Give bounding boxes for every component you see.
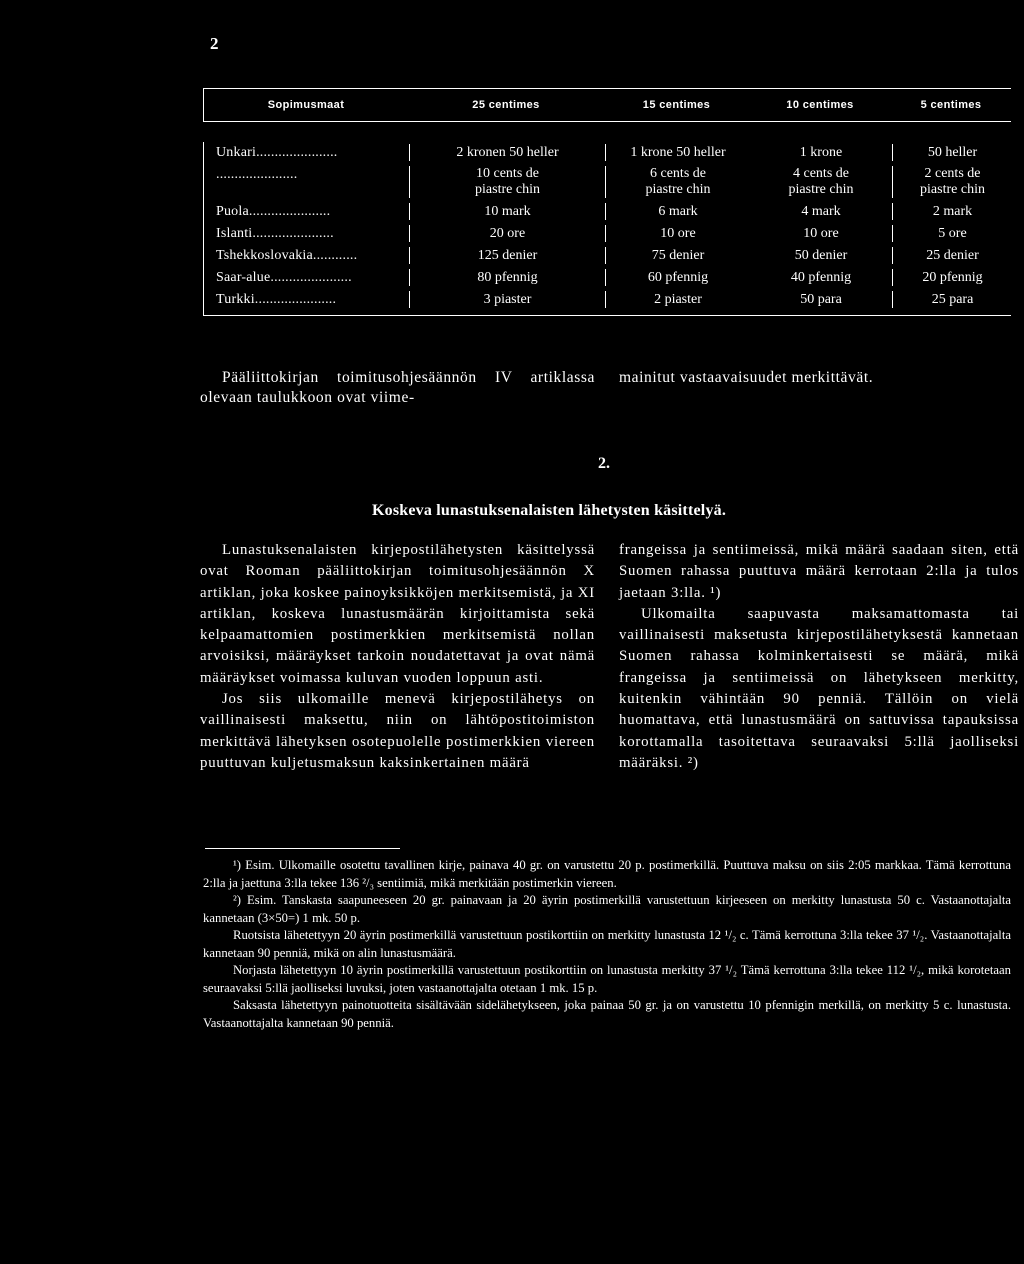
country-cell: Turkki......................	[216, 292, 337, 307]
rate-cell: 10 cents de piastre chin	[409, 166, 605, 198]
footnote: Ruotsista lähetettyyn 20 äyrin postimerkillä varustettuun postikorttiin on merkitty lunastusta 12 ¹/₂ c. Tämä kerrottuna 3:lla tekee 37 ¹/₂. Vastaanottajalta kannetaan 90 penniä, mikä on alin lunastusmäärä.	[203, 928, 1011, 960]
footnote: Norjasta lähetettyyn 10 äyrin postimerkillä varustettuun postikorttiin on lunastusta merkitty 37 ¹/₂ Tämä kerrottuna 3:lla tekee 112 ¹/₂, mikä korotetaan seuraavaksi 5:llä jaolliseksi luvuksi, joten vastaanottajalta otetaan 1 mk. 15 p.	[203, 963, 1011, 995]
rate-cell: 75 denier	[605, 247, 750, 264]
rate-cell: 2 cents de piastre chin	[892, 166, 1012, 198]
table-row	[204, 164, 1011, 201]
table-row	[204, 245, 1011, 267]
intro-right-text: mainitut vastaavaisuudet merkittävät.	[619, 369, 874, 386]
footnote: ²) Esim. Tanskasta saapuneeseen 20 gr. painavaan ja 20 äyrin postimerkillä varustettuun kirjeeseen on merkitty lunastusta 50 c. Vastaanottajalta kannetaan (3×50=) 1 mk. 50 p.	[203, 893, 1011, 925]
table-body	[203, 142, 1011, 316]
country-cell: Islanti......................	[216, 226, 334, 241]
rate-cell: 50 denier	[794, 248, 848, 263]
rate-cell: 2 mark	[892, 203, 1012, 220]
country-cell: Saar-alue......................	[216, 270, 352, 285]
rate-cell: 1 krone 50 heller	[605, 144, 750, 161]
rate-cell: 3 piaster	[409, 291, 605, 308]
rate-cell: 50 heller	[892, 144, 1012, 161]
rate-cell: 40 pfennig	[790, 270, 852, 285]
footnote: ¹) Esim. Ulkomaille osotettu tavallinen kirje, painava 40 gr. on varustettu 20 p. postimerkillä. Puuttuva maksu on siis 2:05 markkaa. Tämä kerrottuna 2:lla ja jaettuna 3:lla tekee 136 ²/₃ sentiimiä, mikä merkitään postimerkin viereen.	[203, 858, 1011, 890]
table-row	[204, 142, 1011, 164]
section-number: 2.	[598, 455, 610, 472]
footnote: Saksasta lähetettyyn painotuotteita sisältävään sidelähetykseen, joka painaa 50 gr. ja on varustettu 10 pfennigin merkillä, on merkitty 5 c. lunastusta. Vastaanottajalta kannetaan 90 penniä.	[203, 998, 1011, 1030]
body-paragraph: frangeissa ja sentiimeissä, mikä määrä saadaan siten, että Suomen rahassa puuttuva määrä kerrotaan 2:lla ja tulos jaetaan 3:lla. ¹)	[619, 542, 1019, 601]
table-header-cell: Sopimusmaat	[203, 89, 408, 121]
rate-cell: 50 para	[800, 292, 842, 307]
rate-cell: 10 ore	[803, 226, 839, 241]
table-header-cell: 25 centimes	[472, 99, 540, 111]
table-header-cell: 5 centimes	[920, 99, 982, 111]
footnotes	[203, 857, 1011, 1032]
rate-cell: 80 pfennig	[409, 269, 605, 286]
table-row	[204, 289, 1011, 311]
footnote-divider	[205, 848, 400, 849]
intro-left-text: Pääliittokirjan toimitusohjesäännön IV artiklassa olevaan taulukkoon ovat viime-	[200, 369, 595, 406]
body-paragraph: Jos siis ulkomaille menevä kirjepostilähetys on vaillinaisesti maksettu, niin on lähtöpostitoimiston merkittävä lähetyksen osotepuolelle postimerkkien viereen puuttuvan kuljetusmaksun kaksinkertainen määrä	[200, 691, 595, 771]
table-header-row	[203, 88, 1011, 122]
rate-cell: 60 pfennig	[605, 269, 750, 286]
rate-cell: 20 pfennig	[892, 269, 1012, 286]
postage-rate-table	[203, 88, 1011, 316]
table-row	[204, 223, 1011, 245]
rate-cell: 20 ore	[409, 225, 605, 242]
page-number: 2	[210, 34, 219, 53]
table-header-cell: 10 centimes	[786, 99, 854, 111]
rate-cell: 6 mark	[605, 203, 750, 220]
body-paragraph: Lunastuksenalaisten kirjepostilähetysten käsittelyssä ovat Rooman pääliittokirjan toimitusohjesäännön X artiklan, joka koskee painoyksikköjen merkitsemistä, ja XI artiklan, koskeva lunastusmäärän kirjoittamista sekä kelpaamattomien postimerkkien merkitsemistä nollan arvoisiksi, määräykset tarkoin noudatettavat ja ovat nämä määräykset voimassa kuluvan vuoden loppuun asti.	[200, 542, 595, 686]
body-paragraph: Ulkomailta saapuvasta maksamattomasta tai vaillinaisesti maksetusta kirjepostilähetyksestä kannetaan Suomen rahassa kolminkertaisesti se määrä, mikä frangeissa ja sentiimeissä on lähetykseen merkitty, kuitenkin vähintään 90 penniä. Tällöin on vielä huomattava, että lunastusmäärä on sattuvissa tapauksissa korottamalla tasoitettava seuraavaksi 5:llä jaolliseksi määräksi. ²)	[619, 605, 1019, 771]
table-header-cell: 15 centimes	[642, 99, 711, 111]
section-body	[200, 540, 1020, 774]
rate-cell: 25 denier	[892, 247, 1012, 264]
table-row	[204, 201, 1011, 223]
rate-cell: 6 cents de piastre chin	[605, 166, 750, 198]
country-cell: ......................	[216, 167, 298, 182]
country-cell: Unkari......................	[216, 145, 338, 160]
table-row	[204, 267, 1011, 289]
rate-cell: 1 krone	[799, 145, 843, 160]
rate-cell: 2 kronen 50 heller	[409, 144, 605, 161]
section-title: Koskeva lunastuksenalaisten lähetysten käsittelyä.	[372, 502, 727, 519]
rate-cell: 10 ore	[605, 225, 750, 242]
rate-cell: 4 cents de piastre chin	[788, 166, 854, 197]
intro-paragraph	[200, 368, 1020, 408]
rate-cell: 10 mark	[409, 203, 605, 220]
country-cell: Puola......................	[216, 204, 331, 219]
country-cell: Tshekkoslovakia............	[216, 248, 358, 263]
rate-cell: 5 ore	[892, 225, 1012, 242]
rate-cell: 4 mark	[801, 204, 841, 219]
rate-cell: 125 denier	[409, 247, 605, 264]
body-right-column	[619, 540, 1019, 774]
rate-cell: 2 piaster	[605, 291, 750, 308]
rate-cell: 25 para	[892, 291, 1012, 308]
body-left-column	[200, 540, 595, 774]
